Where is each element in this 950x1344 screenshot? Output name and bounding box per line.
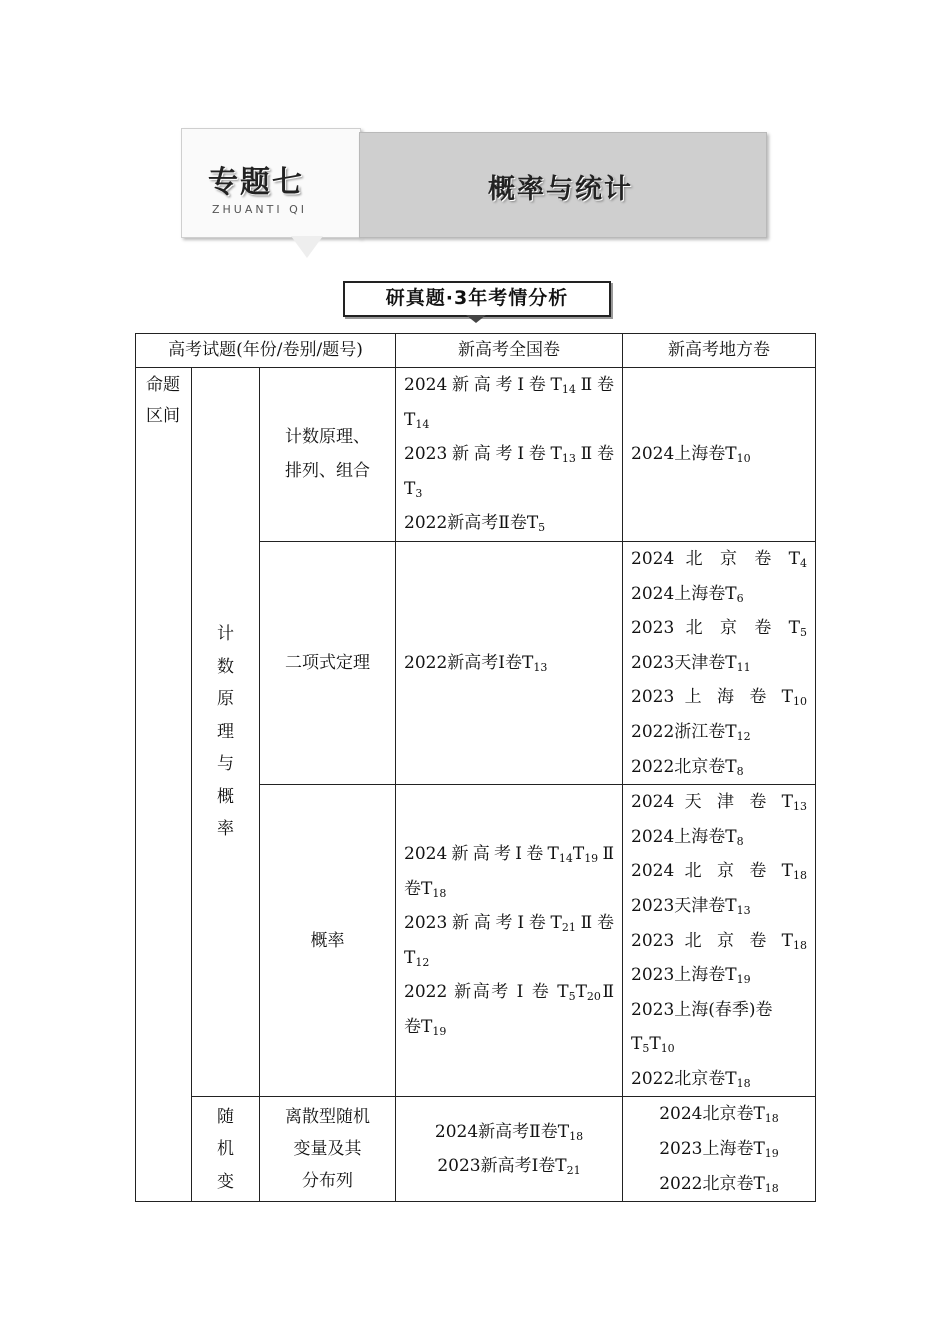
topic-line: 变量及其 (293, 1139, 362, 1160)
national-cell (396, 368, 623, 542)
exam-reference: 2023上海卷$T_{19}$ (659, 1139, 779, 1161)
exam-reference: 2023 北 京 卷 $T_{18}$ (631, 930, 807, 952)
national-cell (396, 541, 623, 784)
topic-cell (260, 785, 396, 1097)
topic-line: 分布列 (302, 1171, 353, 1192)
exam-reference: 2024新高考Ⅰ卷$T_{14}T_{19}Ⅱ$ (404, 844, 614, 866)
section-label (343, 281, 611, 317)
row-label-cell: 命题区间 (136, 368, 192, 1202)
national-cell (396, 1097, 623, 1202)
header-cell-local: 新高考地方卷 (623, 334, 816, 368)
exam-reference: 2024上海卷$T_{10}$ (631, 444, 751, 466)
section-arrow (466, 315, 486, 323)
topic-cell (260, 541, 396, 784)
topic-cell (260, 368, 396, 542)
exam-reference: 2023 北 京 卷 $T_5$ (631, 618, 807, 640)
group-label-char: 理 (217, 721, 234, 742)
exam-reference: $T_{12}$ (404, 947, 430, 969)
topic-line: 离散型随机 (285, 1107, 370, 1128)
exam-reference: 2022浙江卷$T_{12}$ (631, 721, 751, 743)
exam-reference: 2024新高考Ⅰ卷$T_{14}Ⅱ$卷 (404, 375, 614, 396)
local-cell (623, 541, 816, 784)
local-cell (623, 368, 816, 542)
group-label-cell (192, 368, 260, 1097)
header-cell-national: 新高考全国卷 (396, 334, 623, 368)
group-label-char: 率 (217, 819, 234, 840)
topic-cell (260, 1097, 396, 1202)
exam-reference: 2023上海(春季)卷 (631, 999, 773, 1020)
exam-reference: 2022北京卷$T_{18}$ (659, 1173, 779, 1195)
exam-reference: 卷$T_{18}$ (404, 878, 447, 900)
banner-pointer (291, 236, 323, 258)
header-cell-exam: 高考试题(年份/卷别/题号) (136, 334, 396, 368)
table-row (136, 368, 816, 542)
group-label-char: 数 (217, 656, 234, 677)
exam-reference: 2024 天 津 卷 $T_{13}$ (631, 792, 807, 814)
exam-reference: 2023上海卷$T_{19}$ (631, 965, 751, 987)
group-label-char: 随 (217, 1106, 234, 1127)
topic-line: 计数原理、 (285, 426, 370, 447)
exam-analysis-table (135, 333, 816, 1202)
section-label-text: 研真题·3年考情分析 (385, 287, 569, 309)
exam-reference: 2022新高考Ⅰ卷$T_{13}$ (404, 652, 548, 674)
topic-line: 概率 (310, 930, 345, 951)
exam-reference: 2022 新高考 Ⅰ 卷 $T_5T_{20}Ⅱ$ (404, 982, 614, 1004)
group-label-char: 变 (217, 1171, 234, 1192)
exam-reference: 2022新高考Ⅱ卷$T_5$ (404, 513, 546, 535)
exam-reference: 卷$T_{19}$ (404, 1016, 447, 1038)
exam-reference: 2024上海卷$T_6$ (631, 583, 744, 605)
topic-line: 二项式定理 (285, 652, 370, 673)
local-cell (623, 1097, 816, 1202)
exam-reference: 2023天津卷$T_{11}$ (631, 652, 751, 674)
exam-reference: 2024上海卷$T_8$ (631, 826, 744, 848)
exam-reference: 2024 北 京 卷 $T_{18}$ (631, 861, 807, 883)
exam-reference: 2023新高考Ⅰ卷$T_{21}Ⅱ$卷 (404, 913, 614, 935)
group-label-char: 概 (217, 786, 234, 807)
topic-line: 排列、组合 (285, 461, 370, 482)
topic-pinyin: ZHUANTI QI (212, 203, 307, 216)
exam-reference: 2023 上 海 卷 $T_{10}$ (631, 687, 807, 709)
exam-reference: 2022北京卷$T_{18}$ (631, 1068, 751, 1090)
topic-name-panel (359, 132, 767, 238)
table-row (136, 1097, 816, 1202)
group-label-char: 原 (217, 689, 234, 710)
topic-number-panel (181, 128, 361, 238)
exam-reference: 2023新高考Ⅰ卷$T_{21}$ (437, 1156, 581, 1178)
topic-name: 概率与统计 (488, 174, 633, 205)
exam-reference: 2024 北 京 卷 $T_4$ (631, 548, 807, 570)
national-cell (396, 785, 623, 1097)
local-cell (623, 785, 816, 1097)
exam-reference: 2022北京卷$T_8$ (631, 756, 744, 778)
exam-reference: 2024北京卷$T_{18}$ (659, 1104, 779, 1126)
table-header-row (136, 334, 816, 368)
exam-reference: 2023新高考Ⅰ卷$T_{13}Ⅱ$卷 (404, 444, 614, 466)
group-label-cell (192, 1097, 260, 1202)
group-label-char: 机 (217, 1139, 234, 1160)
exam-reference: $T_3$ (404, 478, 423, 500)
topic-number: 专题七 (208, 165, 304, 200)
exam-reference: $T_{14}$ (404, 409, 430, 431)
topic-banner (181, 128, 769, 238)
group-label-char: 计 (217, 624, 234, 645)
exam-reference: 2024新高考Ⅱ卷$T_{18}$ (434, 1121, 584, 1143)
exam-reference: 2023天津卷$T_{13}$ (631, 895, 751, 917)
exam-reference: $T_5T_{10}$ (631, 1034, 675, 1056)
group-label-char: 与 (217, 754, 234, 775)
